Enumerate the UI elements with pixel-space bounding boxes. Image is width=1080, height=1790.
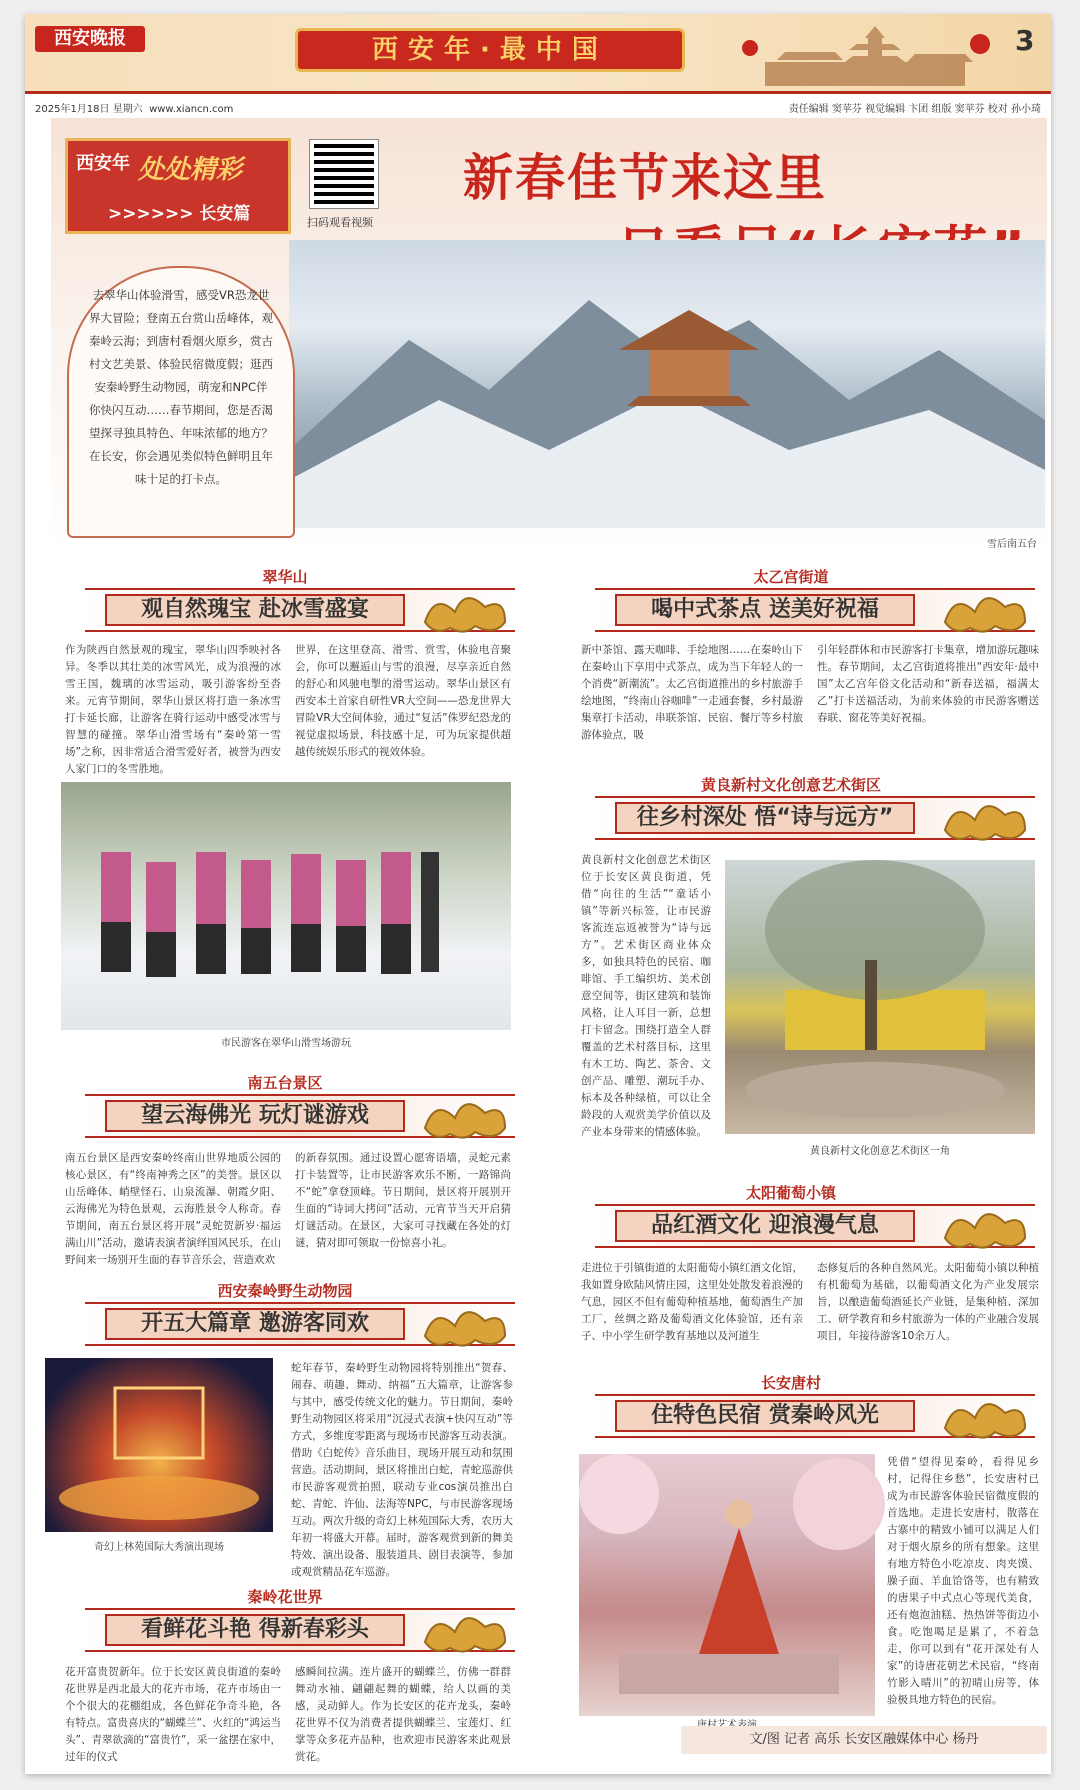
sun-text-1: 走进位于引镇街道的太阳葡萄小镇红酒文化馆，我如置身欧陆风情庄园，这里处处散发着浪漫的气息，园区不但有葡萄种植基地，葡萄酒生产加工厂，丝绸之路及葡萄酒文化体验馆，还有亲子、中小学生研学教育基地以及河道生 (581, 1262, 803, 1342)
section-place-huangliang: 黄良新村文化创意艺术街区 (700, 776, 881, 794)
pagoda-skyline-icon (725, 24, 1005, 86)
section-banner-sun (595, 1204, 1035, 1248)
zoo-text: 蛇年春节，秦岭野生动物园将特别推出“贺春、闹春、萌趣、舞动、纳福”五大篇章，让游客参与其中，感受传统文化的魅力。节日期间，秦岭野生动物园区将采用“沉浸式表演+快闪互动”等方式，多维度零距离与现场市民游客互动表演。借助《白蛇传》音乐曲目，现场开展互动和氛围营造。活动期间，景区将推出白蛇，青蛇巡游供市民游客观赏拍照，联动专业cos演员推出白蛇、青蛇、许仙、法海等NPC，与市民游客现场互动。两次升级的奇幻上林苑国际大秀，农历大年初一将盛大开幕。届时，游客观赏到新的舞美特效、演出设备、服装道具、剧目表演等，参加或观赏精品花车巡游。 (291, 1362, 513, 1578)
newspaper-logo: 西安晚报 (35, 26, 145, 52)
section-place-qinling: 秦岭花世界 (247, 1588, 323, 1606)
qinling-text-1: 花开富贵贺新年。位于长安区黄良街道的秦岭花世界是西北最大的花卉市场，花卉市场由一个个很大的花棚组成，各色鲜花争奇斗艳，各有特点。富贵喜庆的“蝴蝶兰”、火红的“鸿运当头”、青翠欲滴的“富贵竹”，采一盆摆在家中，过年的仪式 (65, 1666, 281, 1763)
sun-text-2: 态修复后的各种自然风光。太阳葡萄小镇以种植有机葡萄为基础，以葡萄酒文化为产业发展宗旨，以酿造葡萄酒延长产业链，是集种植、深加工、研学教育和乡村旅游为一体的产业融合发展项目，年接待游客10余万人。 (817, 1262, 1039, 1342)
section-banner-huangliang (595, 796, 1035, 840)
hero-photo-snowy-mountain (289, 240, 1045, 550)
section-place-cuihua: 翠华山 (262, 568, 308, 586)
newspaper-page (25, 14, 1051, 1774)
author-credit: 文/图 记者 高乐 长安区融媒体中心 杨丹 (681, 1726, 1047, 1754)
section-title-tangcun: 住特色民宿 赏秦岭风光 (615, 1400, 915, 1432)
taiyi-text-2: 引年轻群体和市民游客打卡集章，增加游玩趣味性。春节期间，太乙宫街道将推出“西安年·最中国”太乙宫年俗文化活动和“新春送福，福满太乙”打卡送福活动，为前来体验的市民游客赠送春联、窗花等美好祝福。 (817, 644, 1039, 724)
section-place-nanwutai: 南五台景区 (247, 1074, 323, 1092)
section-banner-tangcun (595, 1394, 1035, 1438)
auspicious-cloud-icon (935, 790, 1031, 850)
nanwutai-text-2: 的新春氛围。通过设置心愿寄语墙，灵蛇元素打卡装置等，让市民游客欢乐不断，一路锦尚不“蛇”拿登顶峰。节日期间，景区将开展别开生面的“诗词大拷问”活动，元宵节当天开启猜灯谜活动。在景区，大家可寻找藏在各处的灯谜，猜对即可领取一份惊喜小礼。 (295, 1152, 511, 1249)
auspicious-cloud-icon (415, 582, 511, 642)
section-title-cuihua: 观自然瑰宝 赴冰雪盛宴 (105, 594, 405, 626)
qr-caption: 扫码观看视频 (307, 216, 373, 229)
section-title-qinling: 看鲜花斗艳 得新春彩头 (105, 1614, 405, 1646)
photo-art-district (725, 860, 1035, 1134)
cuihua-text-2: 世界，在这里登高、滑雪、赏雪，体验电音聚会，你可以邂逅山与雪的浪漫，尽享亲近自然的舒心和风驰电掣的滑雪运动。翠华山景区有西安本土首家自研性VR大空间——恐龙世界大冒险VR大空间体验，通过“复活”侏罗纪恐龙的视觉虚拟场景，科技感十足，可为玩家提供超越传统娱乐形式的视效体验。 (295, 644, 511, 758)
ski-photo-caption: 市民游客在翠华山滑雪场游玩 (221, 1038, 351, 1049)
intro-text: 去翠华山体验滑雪，感受VR恐龙世界大冒险；登南五台赏山岳峰体，观秦岭云海；到唐村看烟火原乡，赏古村文艺美景、体验民宿微度假；逛西安秦岭野生动物园，萌宠和NPC伴你快闪互动……春节期间，您是否渴望探寻独具特色、年味浓郁的地方？在长安，你会遇见类似特色鲜明且年味十足的打卡点。 (67, 266, 295, 538)
huangliang-text: 黄良新村文化创意艺术街区位于长安区黄良街道，凭借“向往的生活”“童话小镇”等新兴标签，让市民游客流连忘返被誉为“诗与远方”。艺术街区商业体众多，如独具特色的民宿、咖啡馆、手工编织坊、美术创意空间等，街区建筑和装饰风格，让人耳目一新，总想打卡留念。围绕打造全人群覆盖的艺术村落目标，这里有木工坊、陶艺、茶舍、文创产品、雕塑、潮玩手办、标本及各种绿植，可以让全龄段的人观赏美学价值以及产业本身带来的情感体验。 (581, 854, 711, 1138)
series-tag-slogan: 处处精彩 (138, 155, 243, 185)
cuihua-text-1: 作为陕西自然景观的瑰宝，翠华山四季映衬各异。冬季以其壮美的冰雪风光，成为浪漫的冰雪王国，魏璃的冰雪运动，吸引游客纷至沓来。元宵节期间，翠华山景区将打造一条冰雪打卡延长廊，让游客在骑行运动中感受冰雪与智慧的碰撞。翠华山滑雪场有“秦岭第一雪场”之称，因非常适合滑雪爱好者，被誉为西安人家门口的冬雪胜地。 (65, 644, 281, 775)
section-place-sun: 太阳葡萄小镇 (745, 1184, 836, 1202)
editor-credits: 责任编辑 窦苹芬 视觉编辑 卞团 组版 窦苹芬 校对 孙小琦 (788, 104, 1041, 115)
art-district-caption: 黄良新村文化创意艺术街区一角 (810, 1146, 950, 1157)
auspicious-cloud-icon (415, 1088, 511, 1148)
performer-illustration (579, 1454, 875, 1716)
section-title-nanwutai: 望云海佛光 玩灯谜游戏 (105, 1100, 405, 1132)
headline-line-1: 新春佳节来这里 (463, 149, 827, 207)
section-title-huangliang: 往乡村深处 悟“诗与远方” (615, 802, 915, 834)
series-tag-year: 西安年 (76, 153, 130, 174)
taiyi-text-1: 新中茶馆、露天咖啡、手绘地图……在秦岭山下在秦岭山下享用中式茶点，成为当下年轻人的一个消费“新潮流”。太乙宫街道推出的乡村旅游手绘地图，“终南山谷咖啡”一走通套餐，乡村最游集章打卡活动，串联茶馆、民宿、餐厅等乡村旅游体验点，吸 (581, 644, 803, 741)
tangcun-text: 凭借“望得见秦岭，看得见乡村，记得住乡愁”，长安唐村已成为市民游客体验民宿微度假的首选地。走进长安唐村，散落在古寨中的精致小铺可以满足人们对于烟火原乡的所有想象。这里有地方特色小吃凉皮、肉夹馍、臊子面、羊血饸饹等，也有精致的唐果子中式点心等现代美食，还有炮泡油糕、热热饼等街边小食。吃饱喝足是累了，不着急走，你可以到有“花开深处有人家”的诗唐花朝艺术民宿，“终南竹影入晴川”的初晴山房等，体验极具地方特色的民宿。 (887, 1456, 1039, 1706)
nanwutai-text-1: 南五台景区是西安秦岭终南山世界地质公园的核心景区，有“终南神秀之区”的美誉。景区以山岳峰体、峭壁怪石、山泉流瀑、朝霞夕阳、云海佛光为特色景观，云海胜景令人称奇。春节期间，南五台景区将开展“灵蛇贺新岁·福运满山川”活动，邀请表演者演绎国风民乐，在山野间来一场别开生面的春节音乐会，营造欢欢 (65, 1152, 281, 1266)
section-banner-zoo (85, 1302, 515, 1346)
courtyard-illustration (725, 860, 1035, 1134)
column-banner: 西安年·最中国 (295, 28, 685, 72)
auspicious-cloud-icon (415, 1296, 511, 1356)
page-number: 3 (1015, 24, 1035, 57)
issue-date: 2025年1月18日 星期六 (35, 104, 143, 115)
section-banner-qinling (85, 1608, 515, 1652)
section-place-zoo: 西安秦岭野生动物园 (217, 1282, 353, 1300)
section-title-zoo: 开五大篇章 邀游客同欢 (105, 1308, 405, 1340)
zoo-photo-caption: 奇幻上林苑国际大秀演出现场 (94, 1542, 224, 1553)
auspicious-cloud-icon (935, 1388, 1031, 1448)
section-place-tangcun: 长安唐村 (760, 1374, 821, 1392)
masthead (25, 14, 1051, 94)
photo-tang-performance (579, 1454, 875, 1716)
section-title-taiyi: 喝中式茶点 送美好祝福 (615, 594, 915, 626)
series-tag-chapter: >>>>>> 长安篇 (108, 204, 251, 224)
qinling-text-2: 感瞬间拉满。连片盛开的蝴蝶兰，仿佛一群群舞动水袖、翩翩起舞的蝴蝶，给人以画的美感，灵动鲜人。作为长安区的花卉龙头，秦岭花世界不仅为消费者提供蝴蝶兰、宝莲灯、红掌等众多花卉品种，也欢迎市民游客来此观景赏花。 (295, 1666, 511, 1763)
section-banner-cuihua (85, 588, 515, 632)
section-banner-nanwutai (85, 1094, 515, 1138)
section-place-taiyi: 太乙宫街道 (753, 568, 829, 586)
series-tag (65, 138, 291, 234)
site-url: www.xiancn.com (149, 104, 234, 115)
auspicious-cloud-icon (935, 582, 1031, 642)
date-bar (25, 96, 1051, 116)
section-title-sun: 品红酒文化 迎浪漫气息 (615, 1210, 915, 1242)
auspicious-cloud-icon (415, 1602, 511, 1662)
section-banner-taiyi (595, 588, 1035, 632)
qr-code[interactable] (310, 140, 378, 208)
mountain-illustration (289, 280, 1045, 528)
skiers-illustration (61, 782, 511, 1030)
auspicious-cloud-icon (935, 1198, 1031, 1258)
stage-illustration (45, 1358, 273, 1532)
hero-photo-caption: 雪后南五台 (987, 539, 1037, 550)
photo-zoo-show (45, 1358, 273, 1532)
photo-ski-resort (61, 782, 511, 1030)
